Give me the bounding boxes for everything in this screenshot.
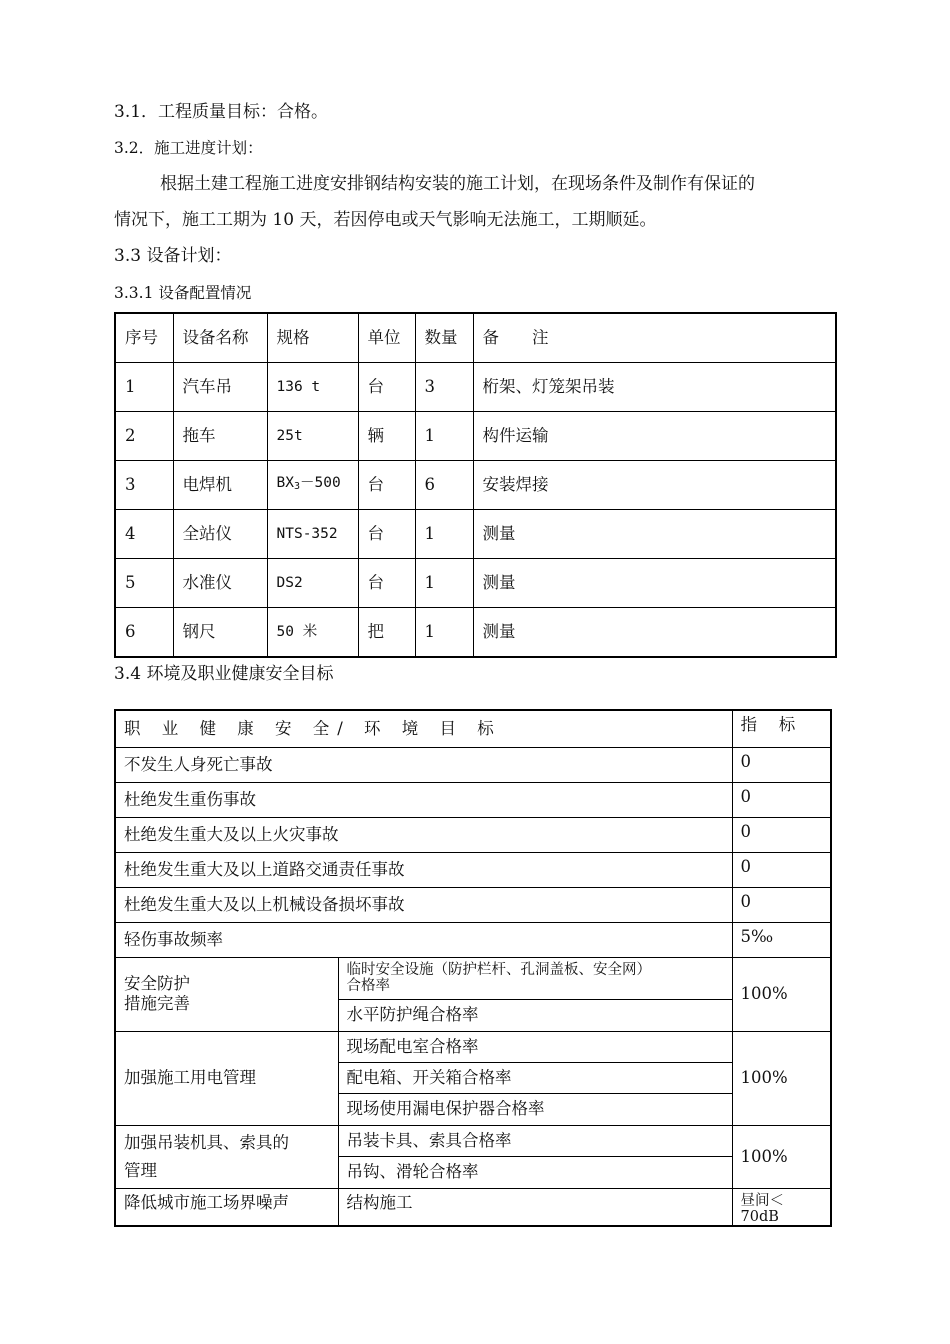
goal-label: 杜绝发生重伤事故 xyxy=(115,782,732,817)
table-row xyxy=(115,852,831,887)
noise-value-line1: 昼间＜ xyxy=(740,1192,785,1209)
protection-item xyxy=(338,957,732,999)
header-name: 设备名称 xyxy=(173,313,267,363)
lifting-value: 100% xyxy=(732,1125,831,1188)
goal-label: 杜绝发生重大及以上机械设备损坏事故 xyxy=(115,887,732,922)
table-row xyxy=(115,608,836,658)
protection-label-line2: 措施完善 xyxy=(124,994,190,1013)
row-spec xyxy=(267,461,358,510)
header-index: 指 标 xyxy=(732,710,831,747)
row-unit: 台 xyxy=(358,510,415,559)
row-qty: 6 xyxy=(415,461,473,510)
schedule-heading: 3.2．施工进度计划： xyxy=(114,139,263,157)
table-row xyxy=(115,922,831,957)
row-name: 汽车吊 xyxy=(173,363,267,412)
noise-label: 降低城市施工场界噪声 xyxy=(115,1188,338,1226)
table-row xyxy=(115,461,836,510)
spec-subscript: 3 xyxy=(293,481,300,492)
row-spec: NTS-352 xyxy=(267,510,358,559)
row-note: 测量 xyxy=(473,608,836,658)
row-no: 1 xyxy=(115,363,173,412)
lifting-label-line1: 加强吊装机具、索具的 xyxy=(124,1132,289,1152)
equipment-subheading: 3.3.1 设备配置情况 xyxy=(114,284,252,302)
safety-header-row xyxy=(115,710,831,747)
schedule-paragraph-line2: 情况下，施工工期为 10 天，若因停电或天气影响无法施工，工期顺延。 xyxy=(114,210,657,230)
header-unit: 单位 xyxy=(358,313,415,363)
spec-tail: －500 xyxy=(300,475,341,491)
lifting-item: 吊装卡具、索具合格率 xyxy=(338,1125,732,1156)
table-row xyxy=(115,817,831,852)
protection-value: 100% xyxy=(732,957,831,1031)
power-item: 现场使用漏电保护器合格率 xyxy=(338,1093,732,1125)
row-spec: 25t xyxy=(267,412,358,461)
row-qty: 1 xyxy=(415,510,473,559)
protection-label-line1: 安全防护 xyxy=(124,974,190,993)
row-no: 6 xyxy=(115,608,173,658)
equipment-table xyxy=(114,312,837,658)
row-no: 2 xyxy=(115,412,173,461)
protection-item-line1: 临时安全设施（防护栏杆、孔洞盖板、安全网） xyxy=(346,962,651,978)
header-goal: 职 业 健 康 安 全/ 环 境 目 标 xyxy=(115,710,732,747)
table-row xyxy=(115,747,831,782)
header-note: 备 注 xyxy=(473,313,836,363)
row-name: 拖车 xyxy=(173,412,267,461)
row-note: 测量 xyxy=(473,559,836,608)
table-row xyxy=(115,510,836,559)
row-unit: 把 xyxy=(358,608,415,658)
goal-value: 0 xyxy=(732,782,831,817)
row-qty: 1 xyxy=(415,412,473,461)
protection-item: 水平防护绳合格率 xyxy=(338,999,732,1031)
lifting-item: 吊钩、滑轮合格率 xyxy=(338,1156,732,1188)
protection-item-line2: 合格率 xyxy=(346,978,390,994)
row-no: 4 xyxy=(115,510,173,559)
goal-label: 轻伤事故频率 xyxy=(115,922,732,957)
noise-value-line2: 70dB xyxy=(740,1208,779,1225)
table-row xyxy=(115,559,836,608)
table-row xyxy=(115,1188,831,1226)
table-row xyxy=(115,1125,831,1156)
noise-item: 结构施工 xyxy=(338,1188,732,1226)
row-note: 安装焊接 xyxy=(473,461,836,510)
goal-label: 杜绝发生重大及以上道路交通责任事故 xyxy=(115,852,732,887)
goal-label: 杜绝发生重大及以上火灾事故 xyxy=(115,817,732,852)
table-row xyxy=(115,782,831,817)
table-row xyxy=(115,957,831,999)
goal-value: 0 xyxy=(732,887,831,922)
row-spec: 50 米 xyxy=(267,608,358,658)
goal-label: 不发生人身死亡事故 xyxy=(115,747,732,782)
header-spec: 规格 xyxy=(267,313,358,363)
lifting-label-line2: 管理 xyxy=(124,1160,157,1180)
row-name: 电焊机 xyxy=(173,461,267,510)
power-item: 配电箱、开关箱合格率 xyxy=(338,1062,732,1093)
goal-value: 0 xyxy=(732,852,831,887)
row-name: 水准仪 xyxy=(173,559,267,608)
row-qty: 3 xyxy=(415,363,473,412)
protection-label xyxy=(115,957,338,1031)
table-row xyxy=(115,887,831,922)
power-label: 加强施工用电管理 xyxy=(115,1031,338,1125)
row-unit: 台 xyxy=(358,363,415,412)
row-note: 桁架、灯笼架吊装 xyxy=(473,363,836,412)
row-qty: 1 xyxy=(415,559,473,608)
goal-value: 0 xyxy=(732,817,831,852)
quality-target: 3.1．工程质量目标：合格。 xyxy=(114,102,329,122)
row-qty: 1 xyxy=(415,608,473,658)
row-note: 构件运输 xyxy=(473,412,836,461)
row-unit: 台 xyxy=(358,559,415,608)
table-row xyxy=(115,1031,831,1062)
row-no: 5 xyxy=(115,559,173,608)
goal-value: 5‰ xyxy=(732,922,831,957)
noise-value xyxy=(732,1188,831,1226)
equipment-heading: 3.3 设备计划： xyxy=(114,246,232,266)
table-row xyxy=(115,412,836,461)
header-qty: 数量 xyxy=(415,313,473,363)
row-no: 3 xyxy=(115,461,173,510)
header-no: 序号 xyxy=(115,313,173,363)
goal-value: 0 xyxy=(732,747,831,782)
safety-heading: 3.4 环境及职业健康安全目标 xyxy=(114,664,334,684)
power-value: 100% xyxy=(732,1031,831,1125)
row-name: 钢尺 xyxy=(173,608,267,658)
equipment-header-row xyxy=(115,313,836,363)
table-row xyxy=(115,363,836,412)
row-spec: DS2 xyxy=(267,559,358,608)
row-unit: 辆 xyxy=(358,412,415,461)
row-note: 测量 xyxy=(473,510,836,559)
row-spec: 136 t xyxy=(267,363,358,412)
safety-goals-table xyxy=(114,709,832,1227)
schedule-paragraph-line1: 根据土建工程施工进度安排钢结构安装的施工计划，在现场条件及制作有保证的 xyxy=(160,174,755,194)
lifting-label xyxy=(115,1125,338,1188)
row-name: 全站仪 xyxy=(173,510,267,559)
row-unit: 台 xyxy=(358,461,415,510)
spec-main: BX xyxy=(276,475,294,491)
power-item: 现场配电室合格率 xyxy=(338,1031,732,1062)
